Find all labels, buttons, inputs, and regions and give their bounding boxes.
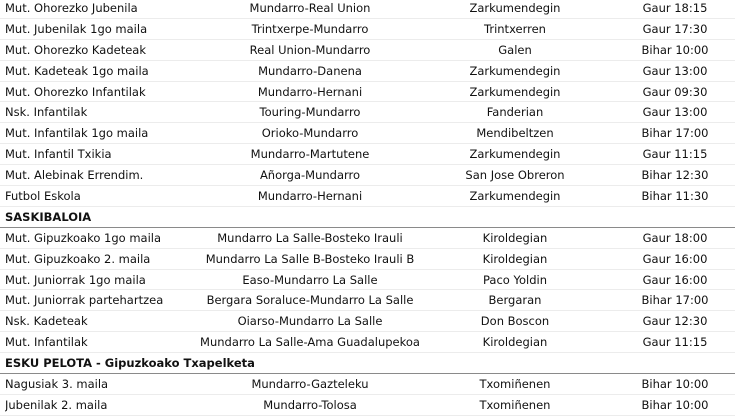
time-cell: Gaur 11:15 — [642, 335, 708, 350]
category-cell: Mut. Infantilak — [5, 335, 88, 350]
venue-cell: Txomiñenen — [479, 377, 551, 392]
category-cell: Mut. Gipuzkoako 1go maila — [5, 230, 162, 245]
venue-cell: Zarkumendegin — [469, 63, 561, 78]
match-cell: Mundarro-Gazteleku — [251, 377, 369, 392]
table-row — [0, 228, 735, 249]
match-cell: Mundarro-Tolosa — [263, 397, 357, 412]
table-row — [0, 102, 735, 123]
match-cell: Mundarro-Hernani — [257, 84, 363, 99]
time-cell: Bihar 10:00 — [641, 42, 709, 57]
time-cell: Gaur 12:30 — [642, 314, 708, 329]
table-row — [0, 270, 735, 291]
category-cell: Mut. Ohorezko Kadeteak — [5, 42, 146, 57]
time-cell: Bihar 11:30 — [641, 189, 709, 204]
match-cell: Mundarro-Danena — [258, 63, 362, 78]
time-cell: Bihar 12:30 — [641, 168, 709, 183]
match-cell: Oiarso-Mundarro La Salle — [237, 314, 383, 329]
category-cell: Mut. Juniorrak 1go maila — [5, 272, 146, 287]
time-cell: Gaur 13:00 — [642, 105, 708, 120]
match-cell: Mundarro-Real Union — [249, 1, 371, 15]
venue-cell: Kiroldegian — [482, 335, 548, 350]
match-cell: Mundarro La Salle B-Bosteko Irauli B — [205, 251, 415, 266]
match-cell: Mundarro La Salle-Ama Guadalupekoa — [200, 335, 420, 350]
table-row — [0, 249, 735, 270]
venue-cell: Zarkumendegin — [469, 84, 561, 99]
category-cell: Futbol Eskola — [5, 189, 81, 204]
table-row — [0, 311, 735, 332]
table-row — [0, 186, 735, 207]
category-cell: Mut. Juniorrak partehartzea — [5, 293, 164, 308]
category-cell: Mut. Kadeteak 1go maila — [5, 63, 149, 78]
category-cell: Mut. Ohorezko Jubenila — [5, 1, 138, 15]
time-cell: Bihar 10:00 — [641, 397, 709, 412]
venue-cell: Txomiñenen — [479, 397, 551, 412]
venue-cell: Bergaran — [488, 293, 542, 308]
time-cell: Gaur 11:15 — [642, 147, 708, 162]
table-row — [0, 165, 735, 186]
match-cell: Bergara Soraluce-Mundarro La Salle — [206, 293, 414, 308]
venue-cell: Galen — [498, 42, 532, 57]
time-cell: Gaur 16:00 — [642, 251, 708, 266]
match-cell: Touring-Mundarro — [259, 105, 361, 120]
table-row — [0, 123, 735, 144]
match-cell: Añorga-Mundarro — [259, 168, 361, 183]
table-row — [0, 40, 735, 61]
match-cell: Real Union-Mundarro — [249, 42, 371, 57]
table-row — [0, 19, 735, 40]
section-heading: SASKIBALOIA — [0, 207, 735, 228]
venue-cell: Zarkumendegin — [469, 1, 561, 15]
category-cell: Mut. Infantilak 1go maila — [5, 126, 149, 141]
venue-cell: Kiroldegian — [482, 251, 548, 266]
time-cell: Gaur 13:00 — [642, 63, 708, 78]
venue-cell: Fanderian — [486, 105, 544, 120]
time-cell: Gaur 18:15 — [642, 1, 708, 15]
table-row — [0, 374, 735, 395]
venue-cell: Mendibeltzen — [476, 126, 554, 141]
venue-cell: San Jose Obreron — [465, 168, 565, 183]
match-cell: Mundarro La Salle-Bosteko Irauli — [217, 230, 403, 245]
time-cell: Gaur 16:00 — [642, 272, 708, 287]
time-cell: Bihar 10:00 — [641, 377, 709, 392]
category-cell: Nagusiak 3. maila — [5, 377, 109, 392]
match-cell: Mundarro-Martutene — [250, 147, 370, 162]
table-row — [0, 61, 735, 82]
category-cell: Jubenilak 2. maila — [5, 397, 108, 412]
time-cell: Gaur 09:30 — [642, 84, 708, 99]
match-cell: Trintxerpe-Mundarro — [251, 21, 369, 36]
category-cell: Nsk. Infantilak — [5, 105, 88, 120]
venue-cell: Kiroldegian — [482, 230, 548, 245]
match-cell: Mundarro-Hernani — [257, 189, 363, 204]
time-cell: Bihar 17:00 — [641, 126, 709, 141]
venue-cell: Don Boscon — [480, 314, 550, 329]
section-heading: ESKU PELOTA - Gipuzkoako Txapelketa — [0, 353, 735, 374]
venue-cell: Paco Yoldin — [483, 272, 547, 287]
table-row — [0, 82, 735, 103]
category-cell: Mut. Jubenilak 1go maila — [5, 21, 148, 36]
category-cell: Mut. Alebinak Errendim. — [5, 168, 144, 183]
table-row — [0, 290, 735, 311]
category-cell: Nsk. Kadeteak — [5, 314, 88, 329]
category-cell: Mut. Infantil Txikia — [5, 147, 112, 162]
category-cell: Mut. Ohorezko Infantilak — [5, 84, 146, 99]
table-row — [0, 0, 735, 19]
venue-cell: Zarkumendegin — [469, 147, 561, 162]
venue-cell: Trintxerren — [484, 21, 546, 36]
match-cell: Orioko-Mundarro — [261, 126, 359, 141]
table-row — [0, 144, 735, 165]
time-cell: Gaur 18:00 — [642, 230, 708, 245]
time-cell: Gaur 17:30 — [642, 21, 708, 36]
category-cell: Mut. Gipuzkoako 2. maila — [5, 251, 151, 266]
table-row — [0, 332, 735, 353]
venue-cell: Zarkumendegin — [469, 189, 561, 204]
time-cell: Bihar 17:00 — [641, 293, 709, 308]
match-cell: Easo-Mundarro La Salle — [242, 272, 378, 287]
